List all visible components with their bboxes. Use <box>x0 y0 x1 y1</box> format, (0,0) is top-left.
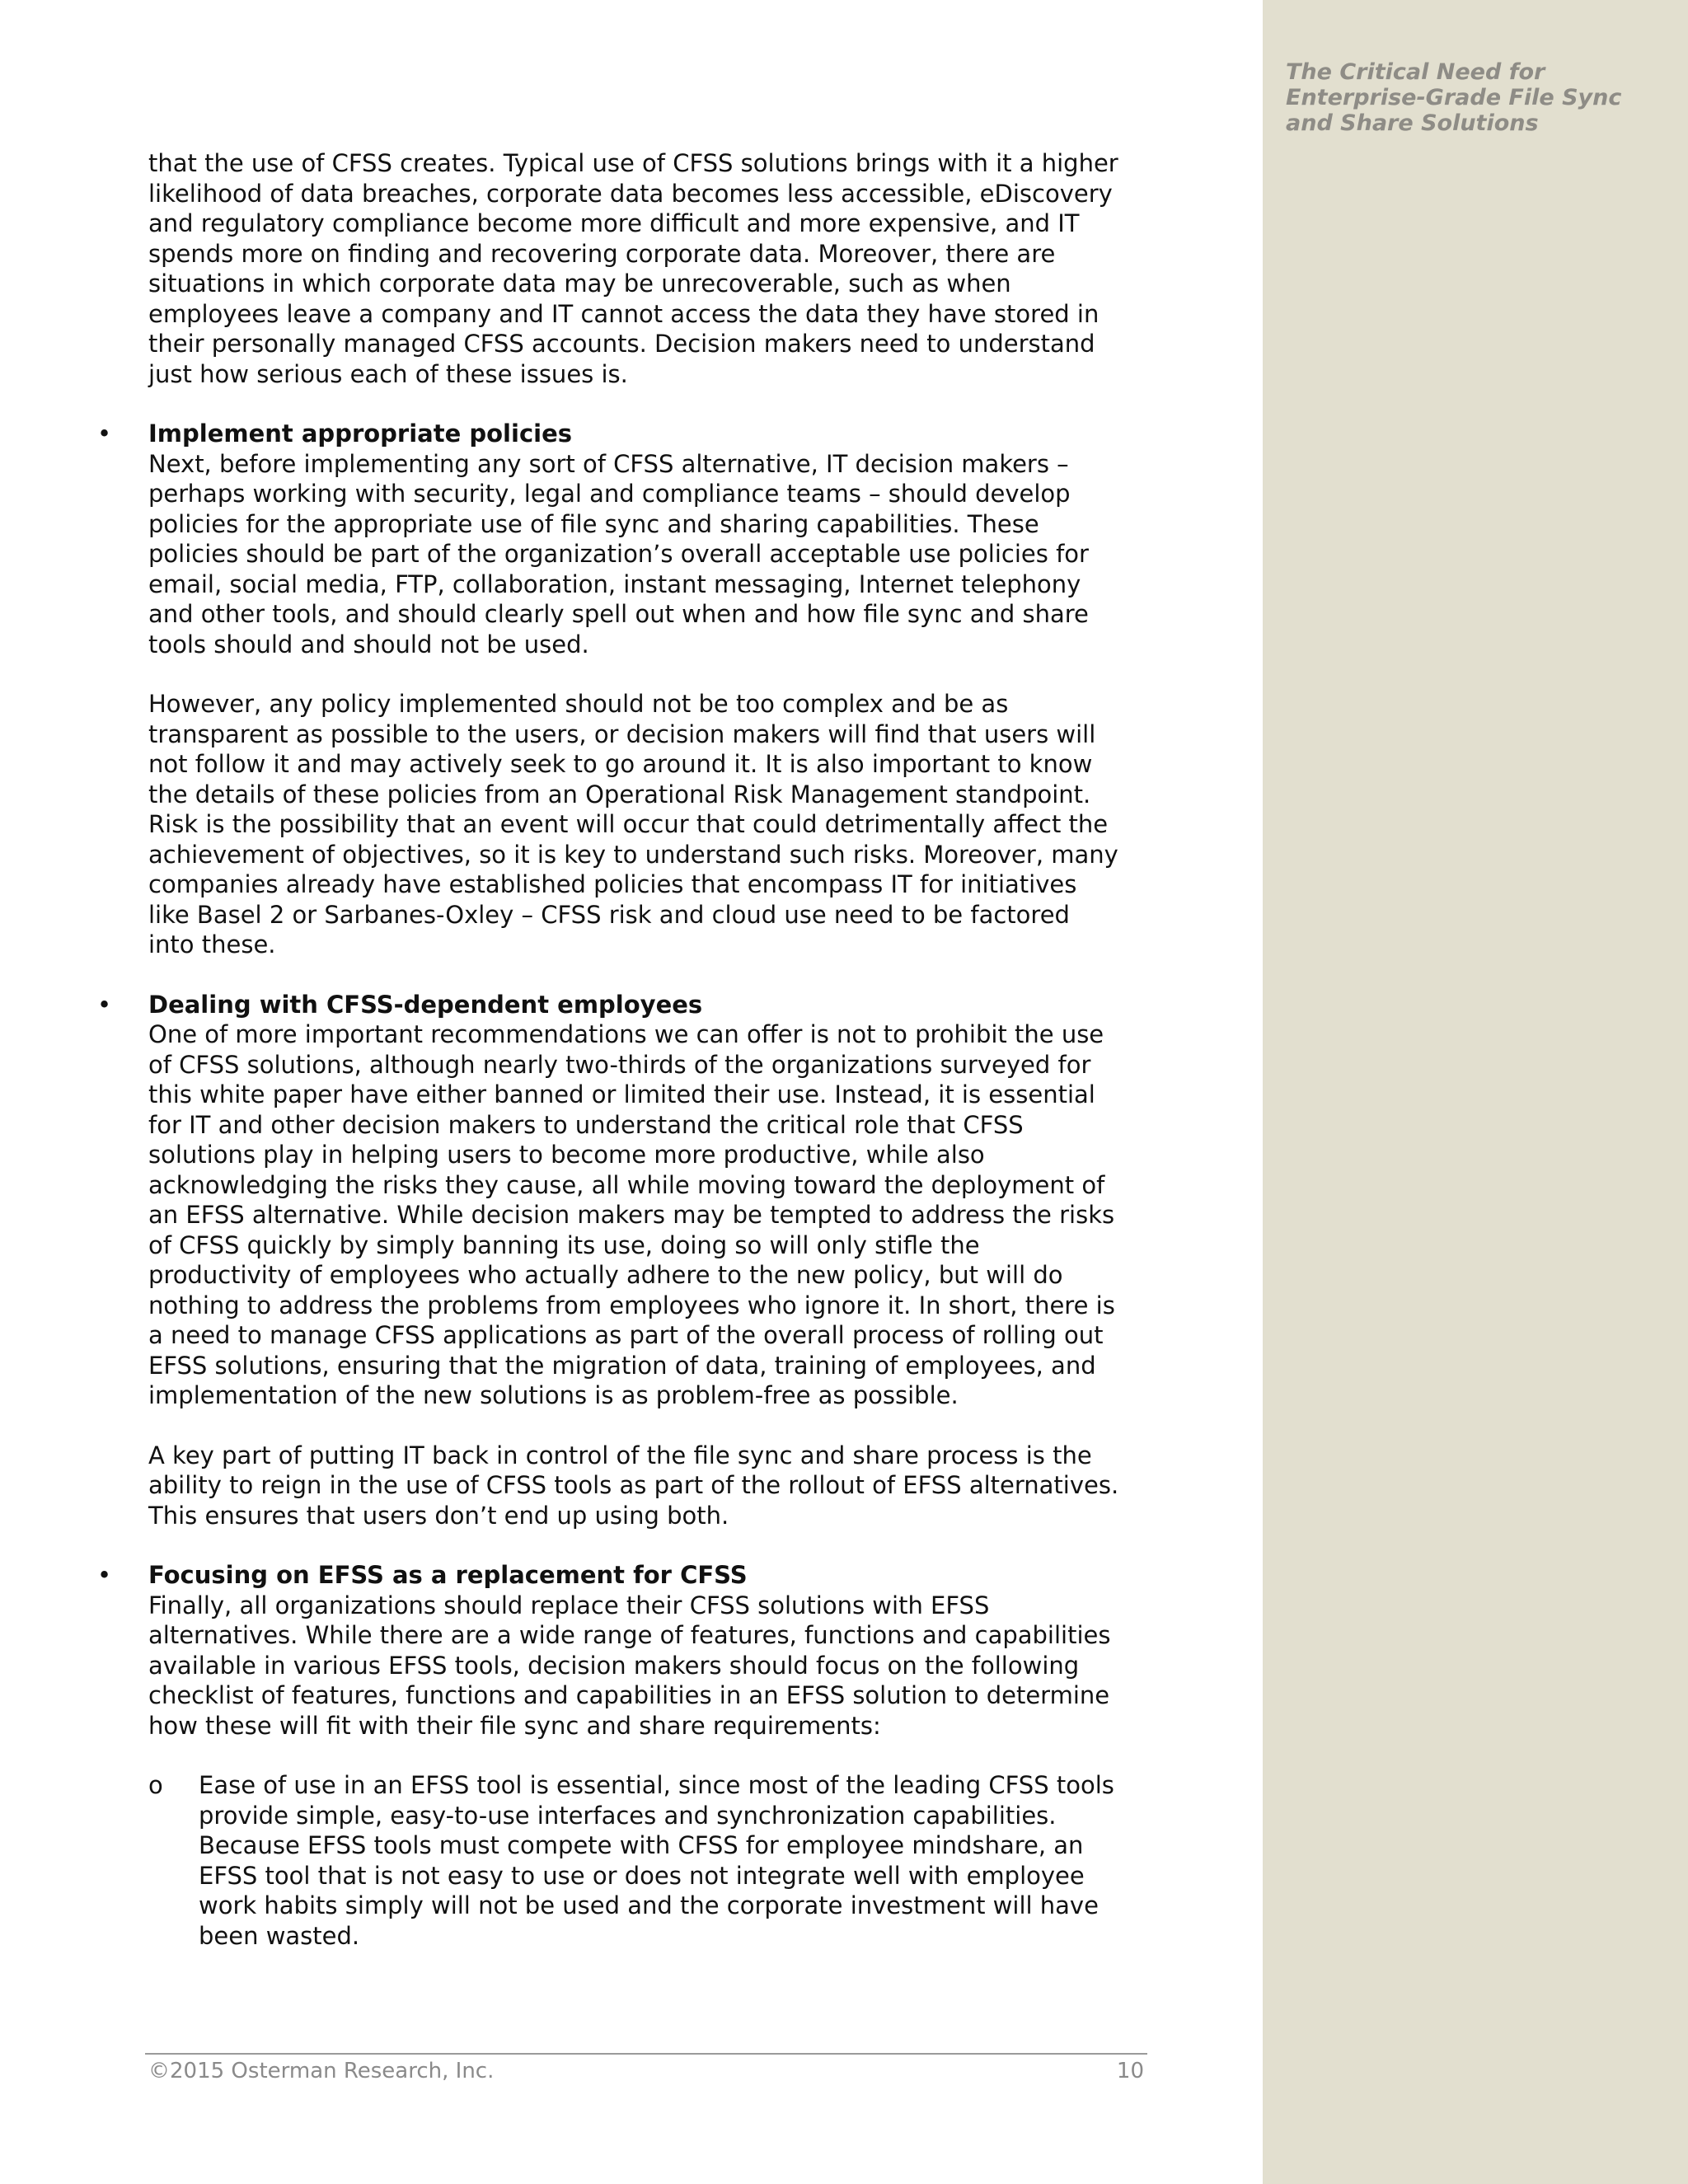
document-body <box>97 148 1121 1951</box>
page-number: 10 <box>1116 2059 1144 2083</box>
document-title: The Critical Need for Enterprise-Grade File Sync and Share Solutions <box>1286 59 1622 136</box>
bullet-heading: Dealing with CFSS-dependent employees <box>148 990 703 1019</box>
footer-divider <box>145 2053 1147 2055</box>
bullet-item-cfss-dependent-employees <box>97 990 1121 1531</box>
bullet-item-efss-replacement <box>97 1560 1121 1951</box>
intro-paragraph: that the use of CFSS creates. Typical use of CFSS solutions brings with it a higher likelihood of data breaches, corporate data becomes less accessible, eDiscovery and regulatory compliance become more difficult and more expensive, and IT spends more on finding and recovering corporate data. Moreover, there are situations in which corporate data may be unrecoverable, such as when employees leave a company and IT cannot access the data they have stored in their personally managed CFSS accounts. Decision makers need to understand just how serious each of these issues is. <box>148 149 1118 388</box>
bullet-paragraph: However, any policy implemented should not be too complex and be as transparent as possible to the users, or decision makers will find that users will not follow it and may actively seek to go around it. It is also important to know the details of these policies from an Operational Risk Management standpoint. Risk is the possibility that an event will occur that could detrimentally affect the achievement of objectives, so it is key to understand such risks. Moreover, many companies already have established policies that encompass IT for initiatives like Basel 2 or Sarbanes-Oxley – CFSS risk and cloud use need to be factored into these. <box>148 690 1118 958</box>
sub-list-item <box>148 1770 1121 1951</box>
bullet-marker: • <box>97 990 112 1019</box>
footer-copyright: ©2015 Osterman Research, Inc. <box>148 2059 495 2083</box>
bullet-heading: Implement appropriate policies <box>148 419 572 448</box>
sub-bullet-marker: o <box>148 1771 163 1799</box>
sidebar-panel <box>1263 0 1688 2184</box>
bullet-paragraph: One of more important recommendations we can offer is not to prohibit the use of CFSS solutions, although nearly two-thirds of the organizations surveyed for this white paper have either banned or limited their use. Instead, it is essential for IT and other decision makers to understand the critical role that CFSS solutions play in helping users to become more productive, while also acknowledging the risks they cause, all while moving toward the deployment of an EFSS alternative. While decision makers may be tempted to address the risks of CFSS quickly by simply banning its use, doing so will only stifle the productivity of employees who actually adhere to the new policy, but will do nothing to address the problems from employees who ignore it. In short, there is a need to manage CFSS applications as part of the overall process of rolling out EFSS solutions, ensuring that the migration of data, training of employees, and implementation of the new solutions is as problem-free as possible. <box>148 1020 1115 1409</box>
bullet-paragraph: A key part of putting IT back in control of the file sync and share process is the ability to reign in the use of CFSS tools as part of the rollout of EFSS alternatives. This ensures that users don’t end up using both. <box>148 1441 1119 1530</box>
bullet-heading: Focusing on EFSS as a replacement for CFSS <box>148 1561 748 1589</box>
bullet-marker: • <box>97 1561 112 1589</box>
bullet-paragraph: Next, before implementing any sort of CFSS alternative, IT decision makers – perhaps working with security, legal and compliance teams – should develop policies for the appropriate use of file sync and sharing capabilities. These policies should be part of the organization’s overall acceptable use policies for email, social media, FTP, collaboration, instant messaging, Internet telephony and other tools, and should clearly spell out when and how file sync and share tools should and should not be used. <box>148 449 1089 658</box>
sub-item-text: Ease of use in an EFSS tool is essential, since most of the leading CFSS tools provide simple, easy-to-use interfaces and synchronization capabilities. Because EFSS tools must compete with CFSS for employee mindshare, an EFSS tool that is not easy to use or does not integrate well with employee work habits simply will not be used and the corporate investment will have been wasted. <box>199 1771 1114 1950</box>
bullet-marker: • <box>97 419 112 448</box>
bullet-paragraph: Finally, all organizations should replace their CFSS solutions with EFSS alternatives. While there are a wide range of features, functions and capabilities available in various EFSS tools, decision makers should focus on the following checklist of features, functions and capabilities in an EFSS solution to determine how these will fit with their file sync and share requirements: <box>148 1591 1111 1740</box>
bullet-item-implement-policies <box>97 419 1121 960</box>
